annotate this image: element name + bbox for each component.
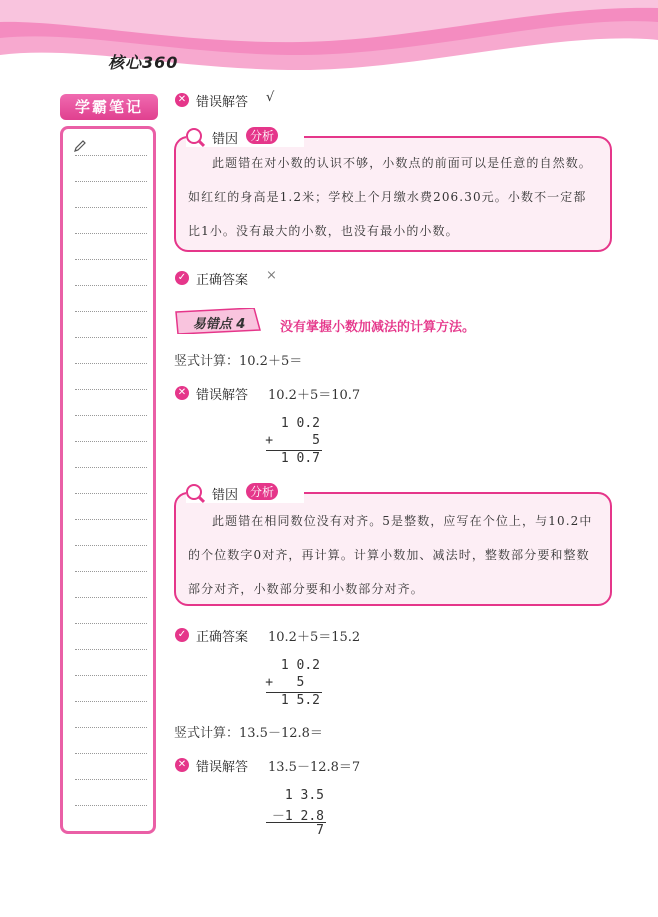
note-line [75, 233, 147, 234]
note-line [75, 675, 147, 676]
note-line [75, 181, 147, 182]
note-line [75, 337, 147, 338]
calc-result: 7 [316, 823, 324, 838]
note-line [75, 363, 147, 364]
analysis-tag-text: 分析 [246, 483, 278, 500]
wrong-answer-mark: √ [266, 90, 275, 105]
calc-line: + 5 [265, 433, 320, 448]
correct-equation: 10.2＋5＝15.2 [268, 630, 361, 645]
note-line [75, 545, 147, 546]
note-line [75, 597, 147, 598]
note-line [75, 467, 147, 468]
note-line [75, 493, 147, 494]
note-line [75, 259, 147, 260]
note-line [75, 779, 147, 780]
note-line [75, 207, 147, 208]
analysis-label: 错因 [212, 488, 239, 503]
calc-result: 1 5.2 [280, 693, 320, 708]
note-line [75, 389, 147, 390]
wrong-icon: ✕ [175, 386, 189, 400]
question-1: 竖式计算：10.2＋5＝ [174, 354, 303, 369]
pencil-icon [73, 139, 87, 153]
header-banner [0, 0, 658, 80]
calc-result: 1 0.7 [280, 451, 320, 466]
note-line [75, 415, 147, 416]
note-line [75, 571, 147, 572]
analysis-tag-text: 分析 [246, 127, 278, 144]
brand-logo: 核心360 [108, 53, 179, 72]
wrong-answer-label: 错误解答 [196, 760, 249, 775]
wrong-equation: 10.2＋5＝10.7 [268, 388, 361, 403]
wrong-icon: ✕ [175, 93, 189, 107]
question-2: 竖式计算：13.5－12.8＝ [174, 726, 323, 741]
note-line [75, 519, 147, 520]
analysis-box [174, 136, 612, 252]
note-line [75, 727, 147, 728]
note-line [75, 285, 147, 286]
correct-answer-mark: × [266, 268, 277, 283]
note-line [75, 753, 147, 754]
error-point-title: 没有掌握小数加减法的计算方法。 [280, 320, 476, 335]
note-line [75, 701, 147, 702]
wrong-answer-label: 错误解答 [196, 388, 249, 403]
check-icon: ✓ [175, 271, 189, 285]
note-line [75, 805, 147, 806]
sidebar-title: 学霸笔记 [60, 94, 158, 120]
calc-line: －1 2.8 [271, 809, 324, 824]
calc-line: 1 3.5 [284, 788, 324, 803]
analysis-text: 此题错在对小数的认识不够，小数点的前面可以是任意的自然数。如红红的身高是1.2米；学校上个月缴水费206.30元。小数不一定都比1小。没有最大的小数，也没有最小的小数。 [188, 156, 592, 238]
analysis-text: 此题错在相同数位没有对齐。5是整数，应写在个位上，与10.2中的个位数字0对齐，再计算。计算小数加、减法时，整数部分要和整数部分对齐，小数部分要和小数部分对齐。 [188, 514, 593, 596]
note-line [75, 311, 147, 312]
wrong-icon: ✕ [175, 758, 189, 772]
note-line [75, 155, 147, 156]
analysis-box [174, 492, 612, 606]
note-line [75, 623, 147, 624]
note-line [75, 649, 147, 650]
analysis-label: 错因 [212, 132, 239, 147]
calc-line: 1 0.2 [280, 658, 320, 673]
wrong-answer-label: 错误解答 [196, 95, 249, 110]
check-icon: ✓ [175, 628, 189, 642]
notes-box[interactable] [60, 126, 156, 834]
correct-answer-label: 正确答案 [196, 630, 249, 645]
calc-line: 1 0.2 [280, 416, 320, 431]
calc-line: + 5 [265, 675, 320, 690]
note-line [75, 441, 147, 442]
analysis-tag [186, 125, 304, 147]
error-point-label: 易错点 4 [192, 317, 246, 332]
correct-answer-label: 正确答案 [196, 273, 249, 288]
wrong-equation: 13.5－12.8＝7 [268, 760, 361, 775]
analysis-tag [186, 481, 304, 503]
